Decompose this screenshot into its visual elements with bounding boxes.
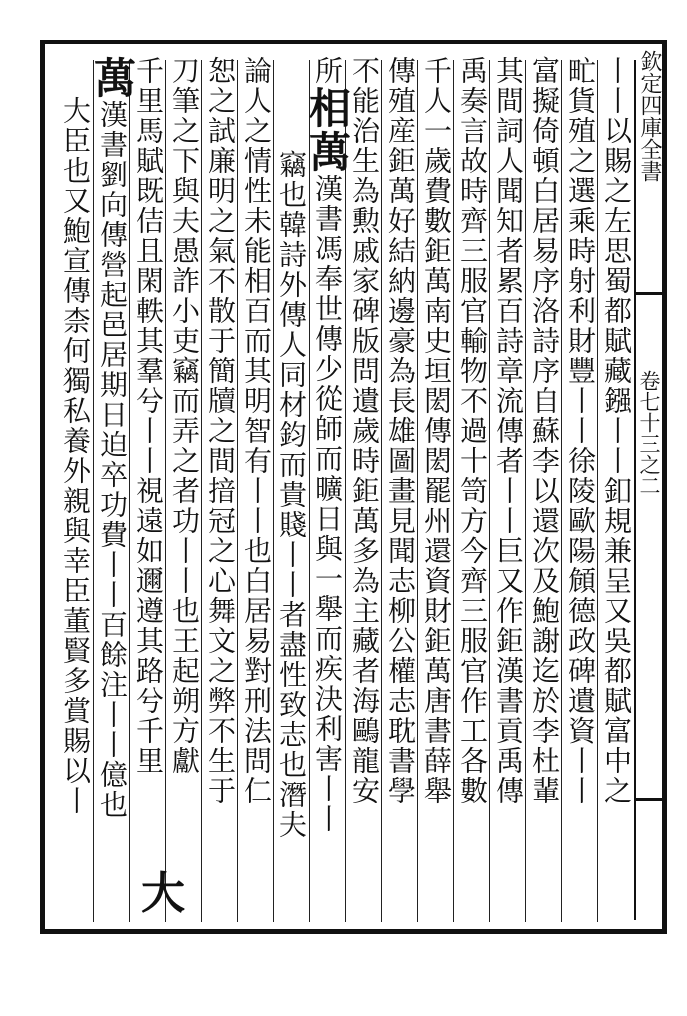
text-column-1: 丨丨以賜之左思蜀都賦藏鏹丨丨釦規兼呈又吳都賦富中之 [600, 56, 633, 806]
text-column-11: 論人之情性未能相百而其明智有丨丨也白居易對刑法問仁 [240, 56, 273, 806]
text-column-12: 恕之試廉明之氣不散于簡牘之間揞冠之心舞文之弊不生于 [204, 56, 237, 806]
fish-tail-upper [636, 292, 662, 295]
text-column-2: 甿貨殖之選乘時射利財豐丨丨徐陵歐陽頠德政碑遺資丨丨 [564, 56, 597, 806]
text-column-14: 千里馬賦既佶且閑軼其羣兮丨丨視遠如邇遵其路兮千里 [132, 56, 165, 776]
column-text: 漢書劉向傳營起邑居期日迫卒功費丨丨百餘注丨丨億也 [96, 100, 129, 820]
margin-book-title: 欽定四庫全書 [637, 50, 662, 182]
entry-heading-wan: 萬 [88, 56, 137, 100]
text-column-6: 千人一歲費數鉅萬南史垣閎傳閎罷州還資財鉅萬唐書薛舉 [420, 56, 453, 806]
frame-left-border [40, 40, 45, 934]
column-lead-char: 所 [311, 56, 344, 86]
column-text: 漢書馮奉世傳少從師而曠日與一舉而疾決利害丨丨 [311, 174, 344, 834]
entry-heading-xiangwan: 相萬 [303, 86, 352, 174]
frame-right-border [662, 40, 667, 934]
fish-tail-lower [636, 798, 662, 801]
text-column-13: 刀筆之下與夫愚詐小吏竊而弄之者功丨丨也王起朔方獻 [168, 56, 201, 776]
text-column-7: 傳殖産鉅萬好結納邊豪為長雄圖畫見聞志柳公權志耽書學 [384, 56, 417, 806]
text-column-3: 富擬倚頓白居易序洛詩序自蘇李以還次及鮑謝迄於李杜輩 [528, 56, 561, 806]
frame-bottom-border [40, 929, 667, 934]
text-column-5: 禹奏言故時齊三服官輸物不過十笥方今齊三服官作工各數 [456, 56, 489, 806]
text-column-10: 竊也韓詩外傳人同材鈞而貴賤丨丨者盡性致志也潛夫 [275, 150, 308, 840]
margin-juan-label: 卷七十三之二 [637, 370, 661, 496]
entry-heading-da: 大 [141, 868, 185, 919]
text-column-4: 其間詞人聞知者累百詩章流傳者丨丨巨又作鉅漢書貢禹傳 [492, 56, 525, 806]
frame-top-border [40, 40, 667, 44]
text-column-8: 不能治生為勲戚家碑版問遺歲時鉅萬多為主藏者海鷗龍安 [348, 56, 381, 806]
text-column-16: 大臣也又鮑宣傳柰何獨私養外親與幸臣董賢多賞賜以丨 [59, 96, 92, 816]
text-column-15 [88, 56, 137, 922]
